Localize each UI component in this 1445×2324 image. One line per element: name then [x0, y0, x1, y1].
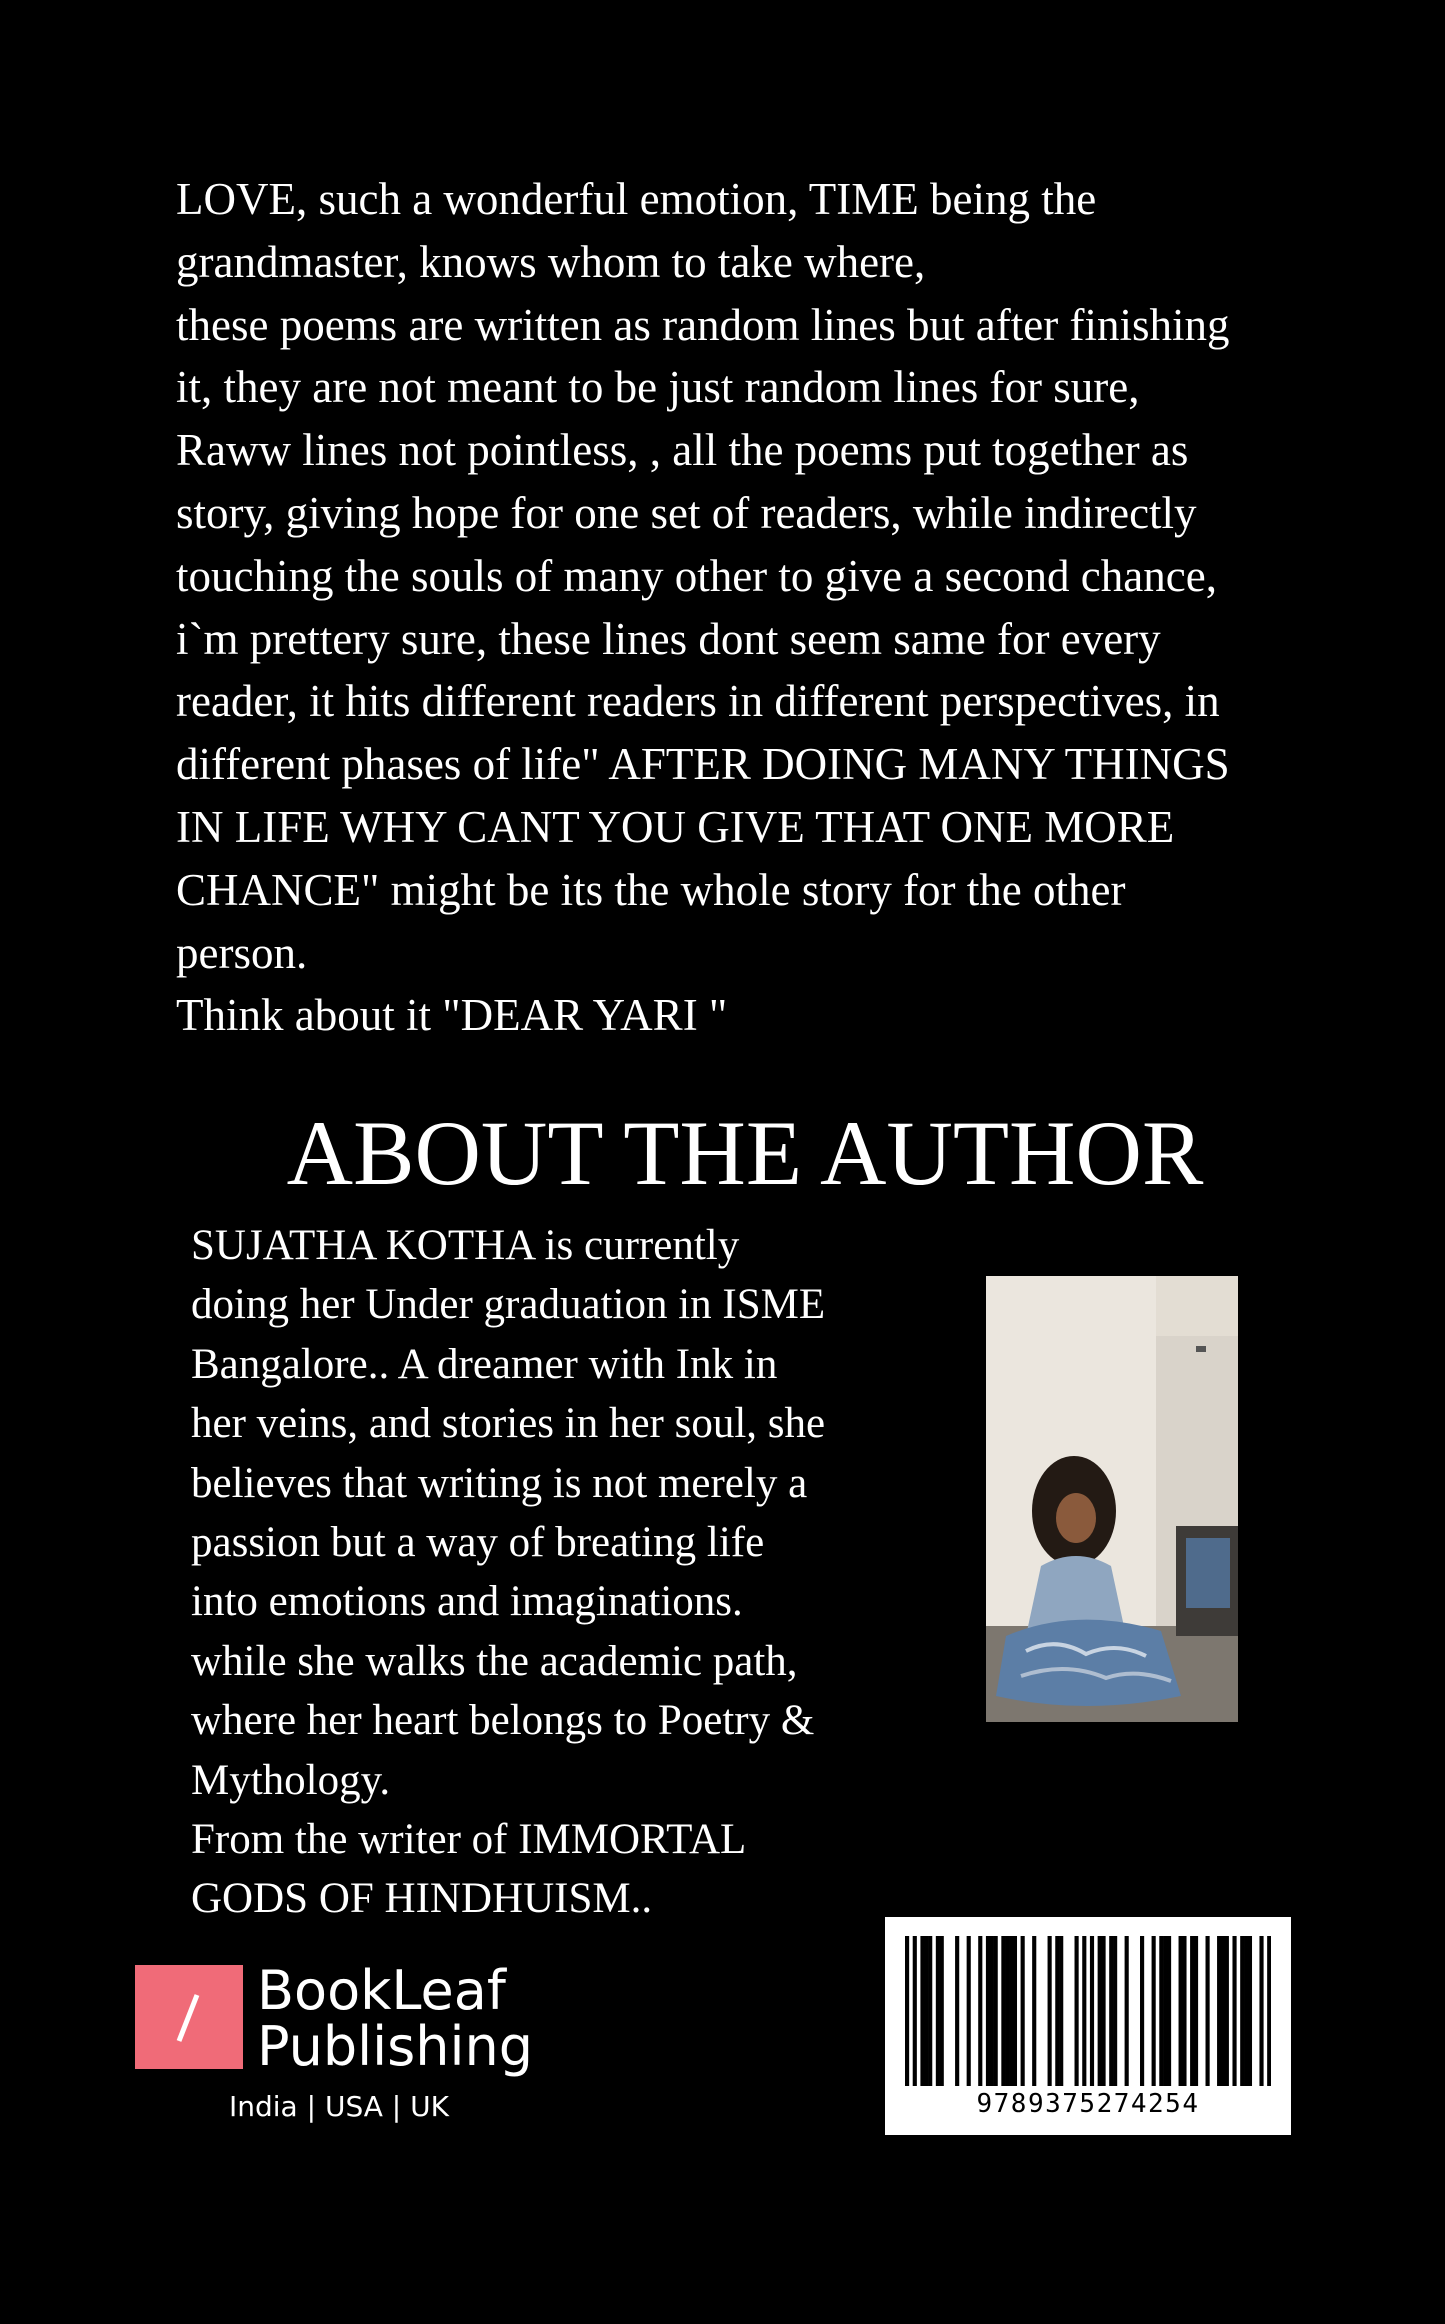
publisher-name-line1: BookLeaf — [257, 1959, 506, 2022]
publisher-slash-icon — [135, 1965, 243, 2069]
barcode-bar — [986, 1936, 990, 2086]
author-photo — [986, 1276, 1238, 1722]
barcode-bar — [1163, 1936, 1167, 2086]
author-bio — [191, 1216, 911, 1929]
barcode-bar — [928, 1936, 932, 2086]
barcode-bar — [1240, 1936, 1244, 2086]
author-bio-text: SUJATHA KOTHA is currently doing her Under graduation in ISME Bangalore.. A dreamer with Ink in her veins, and stories in her soul, she believes that writing is not merely a passion but a way of breating life into emotions and imaginations. while she walks the academic path, where her heart belongs to Poetry & Mythology. — [191, 1222, 826, 1804]
barcode-bar — [1001, 1936, 1005, 2086]
barcode-bar — [1032, 1936, 1036, 2086]
back-cover-blurb — [176, 168, 1296, 1047]
barcode-bar — [1055, 1936, 1059, 2086]
barcode-bar — [920, 1936, 924, 2086]
barcode-bar — [1152, 1936, 1156, 2086]
barcode-bar — [990, 1936, 994, 2086]
barcode-bar — [1140, 1936, 1144, 2086]
barcode-bar — [1217, 1936, 1221, 2086]
barcode-bar — [905, 1936, 909, 2086]
barcode-bars — [905, 1936, 1271, 2086]
blurb-paragraph: LOVE, such a wonderful emotion, TIME being the grandmaster, knows whom to take where, these poems are written as random lines but after finishing it, they are not meant to be just random lines for sure, Raww lines not pointless, , all the poems put together as story, giving hope for one set of readers, while indirectly touching the souls of many other to give a second chance, i`m prettery sure, these lines dont seem same for every reader, it hits different readers in different perspectives, in different phases of life" AFTER DOING MANY THINGS IN LIFE WHY CANT YOU GIVE THAT ONE MORE CHANCE" might be its the whole story for the other person. — [176, 174, 1230, 978]
author-previous-work: From the writer of IMMORTAL GODS OF HINDHUISM.. — [191, 1816, 747, 1923]
barcode-bar — [1059, 1936, 1063, 2086]
barcode-bar — [1167, 1936, 1171, 2086]
barcode-bar — [1048, 1936, 1052, 2086]
barcode-bar — [924, 1936, 928, 2086]
about-author-heading: ABOUT THE AUTHOR — [286, 1102, 1204, 1204]
barcode-bar — [978, 1936, 982, 2086]
barcode-bar — [1190, 1936, 1194, 2086]
barcode-bar — [1267, 1936, 1271, 2086]
barcode-bar — [1109, 1936, 1113, 2086]
barcode-bar — [967, 1936, 971, 2086]
barcode-bar — [1244, 1936, 1248, 2086]
isbn-barcode — [885, 1917, 1291, 2135]
barcode-bar — [1225, 1936, 1229, 2086]
barcode-bar — [940, 1936, 944, 2086]
publisher-name — [257, 1959, 533, 2078]
barcode-bar — [955, 1936, 959, 2086]
barcode-bar — [1098, 1936, 1102, 2086]
barcode-bar — [1259, 1936, 1263, 2086]
barcode-bar — [1206, 1936, 1210, 2086]
barcode-bar — [994, 1936, 998, 2086]
barcode-bar — [1101, 1936, 1105, 2086]
barcode-bar — [1248, 1936, 1252, 2086]
barcode-bar — [1194, 1936, 1198, 2086]
barcode-bar — [1182, 1936, 1186, 2086]
barcode-bar — [1159, 1936, 1163, 2086]
publisher-logo — [135, 1959, 555, 2143]
barcode-bar — [1232, 1936, 1236, 2086]
barcode-bar — [936, 1936, 940, 2086]
barcode-bar — [1082, 1936, 1086, 2086]
publisher-name-line2: Publishing — [257, 2015, 533, 2078]
barcode-bar — [1179, 1936, 1183, 2086]
isbn-number: 9789375274254 — [976, 2089, 1200, 2119]
barcode-bar — [1005, 1936, 1009, 2086]
publisher-regions: India | USA | UK — [229, 2090, 449, 2123]
barcode-bar — [1021, 1936, 1025, 2086]
blurb-closing-line: Think about it "DEAR YARI " — [176, 990, 728, 1041]
barcode-bar — [1125, 1936, 1129, 2086]
barcode-bar — [1013, 1936, 1017, 2086]
barcode-bar — [913, 1936, 917, 2086]
barcode-bar — [1090, 1936, 1094, 2086]
barcode-bar — [1075, 1936, 1079, 2086]
barcode-bar — [1009, 1936, 1013, 2086]
barcode-bar — [1221, 1936, 1225, 2086]
barcode-bar — [1113, 1936, 1117, 2086]
